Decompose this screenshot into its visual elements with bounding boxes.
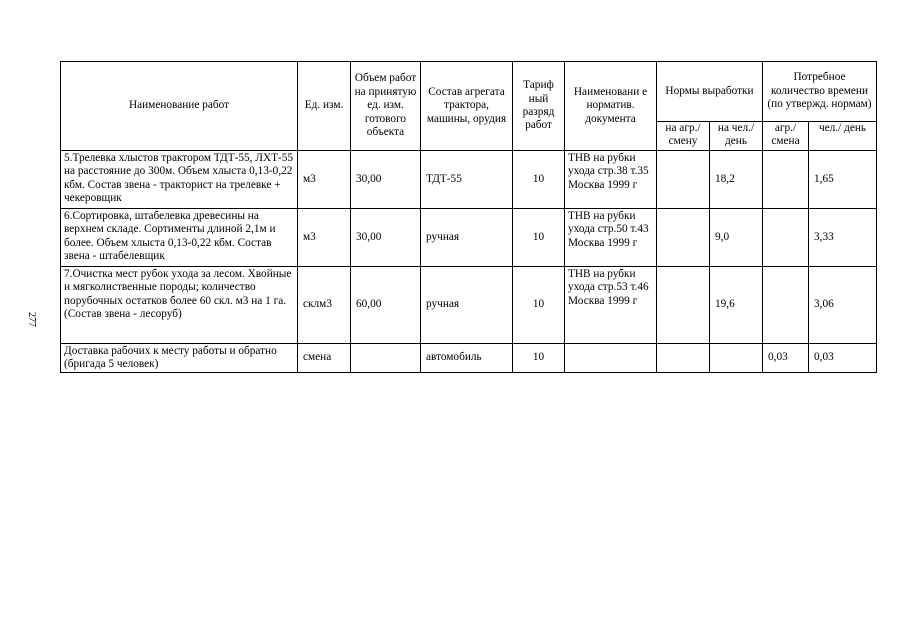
- cell-tariff: 10: [513, 267, 565, 344]
- cell-norm-man: 9,0: [710, 209, 763, 267]
- table-row: [61, 267, 877, 344]
- cell-volume: 60,00: [351, 267, 421, 344]
- work-norms-table: [60, 61, 877, 373]
- cell-work-name: Доставка рабочих к месту работы и обратно (бригада 5 человек): [61, 344, 298, 373]
- page-number: 277: [26, 312, 37, 327]
- cell-norm-man: 19,6: [710, 267, 763, 344]
- cell-volume: [351, 344, 421, 373]
- cell-norm-agr: [657, 267, 710, 344]
- cell-machine: ТДТ-55: [421, 151, 513, 209]
- cell-doc: [565, 344, 657, 373]
- cell-tariff: 10: [513, 209, 565, 267]
- cell-unit: м3: [298, 151, 351, 209]
- cell-norm-agr: [657, 209, 710, 267]
- header-volume: Объем работ на принятую ед. изм. готового объекта: [351, 62, 421, 151]
- cell-req-man: 3,06: [809, 267, 877, 344]
- cell-req-agr: [763, 267, 809, 344]
- cell-tariff: 10: [513, 344, 565, 373]
- table-row: [61, 344, 877, 373]
- cell-unit: м3: [298, 209, 351, 267]
- header-norms-man: на чел./ день: [710, 122, 763, 151]
- header-tariff: Тариф ный разряд работ: [513, 62, 565, 151]
- cell-doc: ТНВ на рубки ухода стр.53 т.46 Москва 1999 г: [565, 267, 657, 344]
- cell-work-name: 7.Очистка мест рубок ухода за лесом. Хвойные и мягколиственные породы; количество порубочных остатков более 60 скл. м3 на 1 га. (Состав звена - лесоруб): [61, 267, 298, 344]
- header-required-time: Потребное количество времени (по утвержд. нормам): [763, 62, 877, 122]
- cell-unit: смена: [298, 344, 351, 373]
- cell-norm-man: [710, 344, 763, 373]
- cell-norm-man: 18,2: [710, 151, 763, 209]
- header-work-name: Наименование работ: [61, 62, 298, 151]
- cell-volume: 30,00: [351, 151, 421, 209]
- cell-doc: ТНВ на рубки ухода стр.38 т.35 Москва 1999 г: [565, 151, 657, 209]
- cell-doc: ТНВ на рубки ухода стр.50 т.43 Москва 1999 г: [565, 209, 657, 267]
- cell-req-agr: 0,03: [763, 344, 809, 373]
- cell-machine: ручная: [421, 209, 513, 267]
- header-unit-composition: Состав агрегата трактора, машины, орудия: [421, 62, 513, 151]
- cell-work-name: 5.Трелевка хлыстов трактором ТДТ-55, ЛХТ-55 на расстояние до 300м. Объем хлыста 0,13-0,22 кбм. Состав звена - тракторист на трелевке + чекеровщик: [61, 151, 298, 209]
- header-norms-agr: на агр./ смену: [657, 122, 710, 151]
- header-req-agr: агр./ смена: [763, 122, 809, 151]
- cell-req-man: 3,33: [809, 209, 877, 267]
- cell-unit: склм3: [298, 267, 351, 344]
- cell-norm-agr: [657, 344, 710, 373]
- table-row: [61, 209, 877, 267]
- cell-volume: 30,00: [351, 209, 421, 267]
- cell-req-agr: [763, 209, 809, 267]
- cell-req-agr: [763, 151, 809, 209]
- cell-req-man: 0,03: [809, 344, 877, 373]
- header-unit: Ед. изм.: [298, 62, 351, 151]
- cell-work-name: 6.Сортировка, штабелевка древесины на верхнем складе. Сортименты длиной 2,1м и более. Объем хлыста 0,13-0,22 кбм. Состав звена - штабелевщик: [61, 209, 298, 267]
- header-req-man: чел./ день: [809, 122, 877, 151]
- header-norm-doc: Наименовани е норматив. документа: [565, 62, 657, 151]
- cell-machine: автомобиль: [421, 344, 513, 373]
- cell-tariff: 10: [513, 151, 565, 209]
- cell-norm-agr: [657, 151, 710, 209]
- table-row: [61, 151, 877, 209]
- cell-machine: ручная: [421, 267, 513, 344]
- cell-req-man: 1,65: [809, 151, 877, 209]
- header-norms: Нормы выработки: [657, 62, 763, 122]
